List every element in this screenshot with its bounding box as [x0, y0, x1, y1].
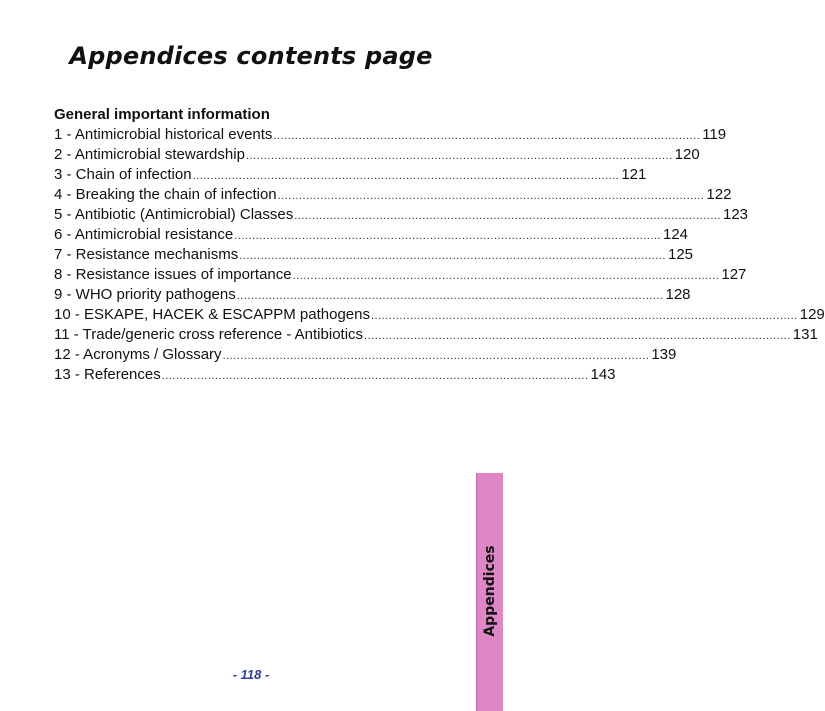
toc-entry-page: 124 [663, 226, 689, 243]
page-title: Appendices contents page [69, 42, 433, 70]
toc-entry-page: 127 [721, 266, 747, 283]
toc-entry-label: 2 - Antimicrobial stewardship [54, 146, 245, 163]
page-number: - 118 - [232, 667, 270, 682]
toc-entry-page: 143 [590, 366, 616, 383]
toc-leader-dots: ........................................................................................................................ [234, 230, 661, 242]
toc-entry-page: 128 [665, 286, 691, 303]
toc-leader-dots: ........................................................................................................................ [239, 250, 666, 262]
toc-entry-page: 120 [674, 146, 700, 163]
toc-entry[interactable] [48, 285, 691, 305]
toc-entry-label: 11 - Trade/generic cross reference - Antibiotics [54, 326, 364, 343]
toc-entry-label: 1 - Antimicrobial historical events [54, 126, 273, 143]
toc-leader-dots: ........................................................................................................................ [192, 170, 620, 182]
toc-entry-label: 13 - References [54, 366, 161, 383]
toc-entry-label: 3 - Chain of infection [54, 166, 192, 183]
toc-leader-dots: ........................................................................................................................ [370, 310, 798, 322]
toc-leader-dots: ........................................................................................................................ [294, 210, 721, 222]
toc-entry[interactable] [48, 305, 825, 325]
side-tab-label: Appendices [482, 545, 498, 637]
section-heading: General important information [54, 106, 270, 123]
toc-entry[interactable] [48, 205, 749, 225]
toc-leader-dots: ........................................................................................................................ [292, 270, 720, 282]
toc-entry-page: 129 [799, 306, 825, 323]
table-of-contents [48, 125, 825, 385]
toc-leader-dots: ........................................................................................................................ [364, 330, 791, 342]
toc-leader-dots: ........................................................................................................................ [161, 370, 589, 382]
toc-entry[interactable] [48, 245, 694, 265]
toc-leader-dots: ........................................................................................................................ [245, 150, 673, 162]
toc-entry[interactable] [48, 365, 616, 385]
toc-entry-page: 125 [667, 246, 694, 263]
toc-entry[interactable] [48, 325, 818, 345]
toc-entry-label: 10 - ESKAPE, HACEK & ESCAPPM pathogens [54, 306, 370, 323]
toc-entry[interactable] [48, 145, 700, 165]
toc-entry-label: 6 - Antimicrobial resistance [54, 226, 234, 243]
toc-entry[interactable] [48, 125, 727, 145]
toc-entry[interactable] [48, 265, 747, 285]
toc-entry-page: 119 [702, 126, 727, 143]
toc-entry-page: 121 [621, 166, 647, 183]
toc-leader-dots: ........................................................................................................................ [236, 290, 664, 302]
toc-entry-page: 139 [651, 346, 677, 363]
toc-entry-label: 5 - Antibiotic (Antimicrobial) Classes [54, 206, 294, 223]
toc-entry-label: 7 - Resistance mechanisms [54, 246, 239, 263]
toc-leader-dots: ........................................................................................................................ [277, 190, 705, 202]
toc-entry[interactable] [48, 165, 647, 185]
toc-entry-page: 131 [792, 326, 818, 343]
toc-entry-page: 122 [706, 186, 732, 203]
toc-entry-label: 8 - Resistance issues of importance [54, 266, 292, 283]
toc-entry-label: 12 - Acronyms / Glossary [54, 346, 222, 363]
toc-entry-page: 123 [723, 206, 749, 223]
toc-leader-dots: ........................................................................................................................ [222, 350, 650, 362]
toc-entry-label: 9 - WHO priority pathogens [54, 286, 236, 303]
toc-entry[interactable] [48, 345, 677, 365]
toc-entry[interactable] [48, 185, 732, 205]
toc-leader-dots: ........................................................................................................................ [273, 130, 701, 142]
toc-entry[interactable] [48, 225, 689, 245]
toc-entry-label: 4 - Breaking the chain of infection [54, 186, 277, 203]
